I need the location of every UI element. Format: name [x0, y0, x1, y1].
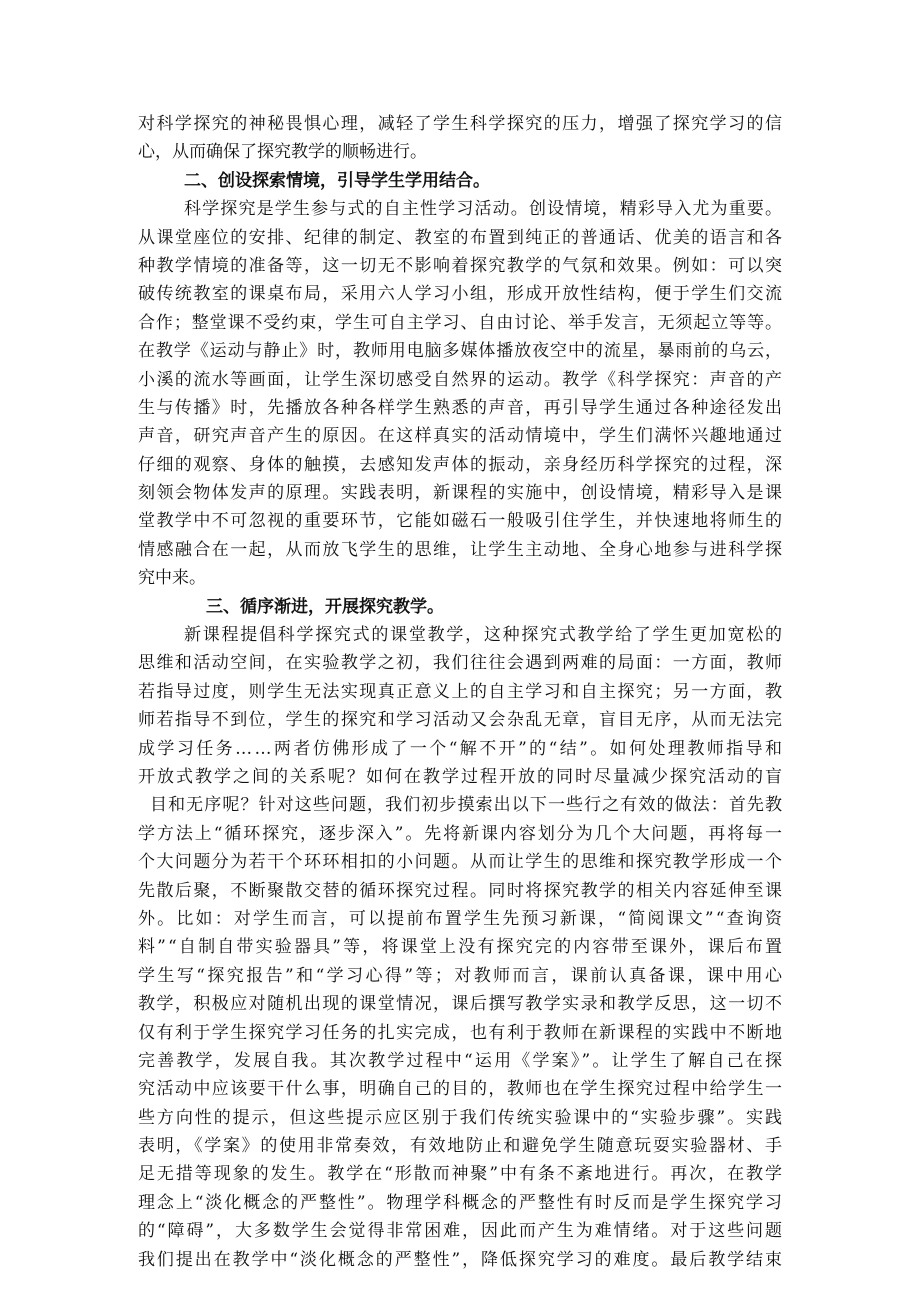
paragraph-line: 学生写“探究报告”和“学习心得”等；对教师而言，课前认真备课，课中用心 [138, 965, 785, 986]
paragraph-line: 若指导过度，则学生无法实现真正意义上的自主学习和自主探究；另一方面，教 [138, 681, 784, 702]
paragraph-line: 声音，研究声音产生的原因。在这样真实的活动情境中，学生们满怀兴趣地通过 [138, 426, 784, 447]
paragraph-line: 究活动中应该要干什么事，明确自己的目的，教师也在学生探究过程中给学生一 [138, 1079, 784, 1100]
paragraph-line: 思维和活动空间，在实验教学之初，我们往往会遇到两难的局面：一方面，教师 [138, 653, 784, 674]
paragraph-line: 学方法上“循环探究，逐步深入”。先将新课内容划分为几个大问题，再将每一 [138, 823, 784, 844]
paragraph-line: 表明，《学案》的使用非常奏效，有效地防止和避免学生随意玩耍实验器材、手 [138, 1136, 784, 1157]
paragraph-line: 对科学探究的神秘畏惧心理，减轻了学生科学探究的压力，增强了探究学习的信 [138, 114, 784, 134]
document-page [138, 110, 785, 1274]
paragraph-line: 仅有利于学生探究学习任务的扎实完成，也有利于教师在新课程的实践中不断地 [138, 1022, 784, 1043]
paragraph-line: 师若指导不到位，学生的探究和学习活动又会杂乱无章，盲目无序，从而无法完 [138, 710, 784, 731]
paragraph-line: 种教学情境的准备等，这一切无不影响着探究教学的气氛和效果。例如：可以突 [138, 255, 784, 276]
paragraph-line: 开放式教学之间的关系呢？如何在教学过程开放的同时尽量减少探究活动的盲 [138, 766, 784, 787]
paragraph-line: 个大问题分为若干个环环相扣的小问题。从而让学生的思维和探究教学形成一个 [138, 852, 784, 873]
paragraph-line: 刻领会物体发声的原理。实践表明，新课程的实施中，创设情境，精彩导入是课 [138, 483, 784, 504]
paragraph-line: 教学，积极应对随机出现的课堂情况，课后撰写教学实录和教学反思，这一切不 [138, 994, 784, 1015]
paragraph-line: 仔细的观察、身体的触摸，去感知发声体的振动，亲身经历科学探究的过程，深 [138, 454, 784, 475]
paragraph-line: 科学探究是学生参与式的自主性学习活动。创设情境，精彩导入尤为重要。 [184, 199, 784, 220]
paragraph-line: 生与传播》时，先播放各种各样学生熟悉的声音，再引导学生通过各种途径发出 [138, 397, 784, 418]
paragraph-line: 破传统教室的课桌布局，采用六人学习小组，形成开放性结构，便于学生们交流 [138, 284, 784, 305]
paragraph-line: 从课堂座位的安排、纪律的制定、教室的布置到纯正的普通话、优美的语言和各 [138, 227, 784, 248]
paragraph-line: 堂教学中不可忽视的重要环节，它能如磁石一般吸引住学生，并快速地将师生的 [138, 511, 784, 532]
paragraph-line: 成学习任务……两者仿佛形成了一个“解不开”的“结”。如何处理教师指导和 [138, 738, 785, 759]
paragraph-line: 外。比如：对学生而言，可以提前布置学生先预习新课，“简阅课文”“查询资 [138, 908, 785, 929]
paragraph-line: 目和无序呢？针对这些问题，我们初步摸索出以下一些行之有效的做法：首先教 [150, 795, 784, 816]
paragraph-line: 心，从而确保了探究教学的顺畅进行。 [138, 142, 427, 163]
section-heading: 三、循序渐进，开展探究教学。 [206, 596, 444, 617]
paragraph-line: 完善教学，发展自我。其次教学过程中“运用《学案》”。让学生了解自己在探 [138, 1050, 785, 1071]
paragraph-line: 料”“自制自带实验器具”等，将课堂上没有探究完的内容带至课外，课后布置 [138, 937, 785, 958]
paragraph-line: 的“障碍”，大多数学生会觉得非常困难，因此而产生为难情绪。对于这些问题 [138, 1221, 784, 1242]
paragraph-line: 些方向性的提示，但这些提示应区别于我们传统实验课中的“实验步骤”。实践 [138, 1107, 784, 1128]
paragraph-line: 足无措等现象的发生。教学在“形散而神聚”中有条不紊地进行。再次，在教学 [138, 1164, 784, 1185]
paragraph-line: 新课程提倡科学探究式的课堂教学，这种探究式教学给了学生更加宽松的 [184, 625, 784, 646]
paragraph-line: 小溪的流水等画面，让学生深切感受自然界的运动。教学《科学探究：声音的产 [138, 369, 784, 390]
section-heading: 二、创设探索情境，引导学生学用结合。 [184, 170, 490, 191]
paragraph-line: 先散后聚，不断聚散交替的循环探究过程。同时将探究教学的相关内容延伸至课 [138, 880, 784, 901]
paragraph-line: 情感融合在一起，从而放飞学生的思维，让学生主动地、全身心地参与进科学探 [138, 539, 784, 560]
paragraph-line: 我们提出在教学中“淡化概念的严整性”，降低探究学习的难度。最后教学结束 [138, 1249, 784, 1270]
paragraph-line: 在教学《运动与静止》时，教师用电脑多媒体播放夜空中的流星，暴雨前的乌云， [138, 341, 783, 362]
paragraph-line: 合作；整堂课不受约束，学生可自主学习、自由讨论、举手发言，无须起立等等。 [138, 312, 783, 333]
paragraph-line: 究中来。 [138, 568, 206, 589]
paragraph-line: 理念上“淡化概念的严整性”。物理学科概念的严整性有时反而是学生探究学习 [138, 1192, 784, 1213]
